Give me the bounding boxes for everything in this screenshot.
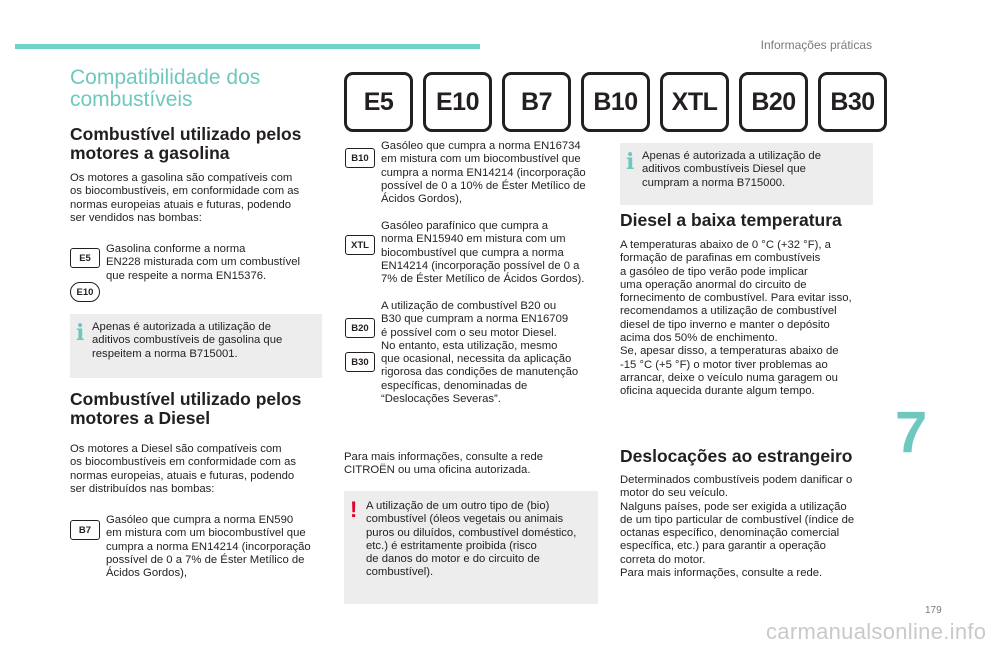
warning-text: A utilização de um outro tipo de (bio) combustível (óleos vegetais ou animais puros ou diluídos, combustível doméstico, etc.) é estritamente proibida (risco de danos do motor e do circuito de combustível). <box>366 500 577 579</box>
fuel-badge-b20: B20 <box>739 72 808 132</box>
info-icon: i <box>76 320 85 346</box>
badge-b20-small: B20 <box>345 318 375 338</box>
gasoline-badge-text: Gasolina conforme a norma EN228 misturada com um combustível que respeite a norma EN15376. <box>106 243 301 282</box>
diesel-intro: Os motores a Diesel são compatíveis com os biocombustíveis em conformidade com as normas europeias, atuais e futuras, podendo ser distribuídos nas bombas: <box>70 443 297 495</box>
warning-icon: ! <box>350 497 358 522</box>
info-icon: i <box>626 149 635 175</box>
warning-box <box>344 491 598 604</box>
fuel-badge-e10: E10 <box>423 72 492 132</box>
gasoline-info-text: Apenas é autorizada a utilização de aditivos combustíveis de gasolina que respeitem a norma B715001. <box>92 321 283 360</box>
fuel-badge-b7: B7 <box>502 72 571 132</box>
abroad-heading: Deslocações ao estrangeiro <box>620 446 853 466</box>
more-info-text: Para mais informações, consulte a rede CITROËN ou uma oficina autorizada. <box>344 451 544 477</box>
diesel-heading: Combustível utilizado pelos motores a Diesel <box>70 389 302 428</box>
badge-b30-small: B30 <box>345 352 375 372</box>
badge-xtl-small: XTL <box>345 235 375 255</box>
b7-text: Gasóleo que cumpra a norma EN590 em mistura com um biocombustível que cumpra a norma EN14214 (incorporação possível de 0 a 7% de Éster Metílico de Ácidos Gordos), <box>106 514 311 580</box>
low-temp-text: A temperaturas abaixo de 0 °C (+32 °F), a formação de parafinas em combustíveis a gasóleo de tipo verão pode implicar uma operação anormal do circuito de fornecimento de combustível. Para evitar isso, recomendamos a utilização de combustível diesel de tipo inverno e manter o depósito acima dos 50% de enchimento. Se, apesar disso, a temperaturas abaixo de -15 °C (+5 °F) o motor tiver problemas ao arrancar, deixe o veículo numa garagem ou oficina aquecida durante algum tempo. <box>620 239 852 398</box>
diesel-additive-info-box <box>620 143 873 205</box>
b10-text: Gasóleo que cumpra a norma EN16734 em mistura com um biocombustível que cumpra a norma EN14214 (incorporação possível de 0 a 10% de Éster Metílico de Ácidos Gordos), <box>381 140 586 206</box>
gasoline-heading: Combustível utilizado pelos motores a gasolina <box>70 124 302 163</box>
badge-e10-small: E10 <box>70 282 100 302</box>
fuel-badge-xtl: XTL <box>660 72 729 132</box>
chapter-number: 7 <box>895 400 928 465</box>
fuel-badge-e5: E5 <box>344 72 413 132</box>
badge-b7-small: B7 <box>70 520 100 540</box>
page-title: Compatibilidade dos combustíveis <box>70 66 261 111</box>
xtl-text: Gasóleo parafínico que cumpra a norma EN15940 em mistura com um biocombustível que cumpra a norma EN14214 (incorporação possível de 0 a 7% de Éster Metílico de Ácidos Gordos). <box>381 220 585 286</box>
badge-e5-small: E5 <box>70 248 100 268</box>
top-accent-bar <box>15 44 480 49</box>
section-label: Informações práticas <box>760 38 872 52</box>
diesel-additive-info-text: Apenas é autorizada a utilização de aditivos combustíveis Diesel que cumpram a norma B715000. <box>642 150 821 189</box>
watermark: carmanualsonline.info <box>766 619 986 644</box>
low-temp-heading: Diesel a baixa temperatura <box>620 210 842 230</box>
fuel-badge-b30: B30 <box>818 72 887 132</box>
badge-b10-small: B10 <box>345 148 375 168</box>
b20-b30-text: A utilização de combustível B20 ou B30 que cumpram a norma EN16709 é possível com o seu motor Diesel. No entanto, esta utilização, mesmo que ocasional, necessita da aplicação rigorosa das condições de manutenção específicas, denominadas de “Deslocações Severas”. <box>381 300 579 406</box>
fuel-badge-b10: B10 <box>581 72 650 132</box>
gasoline-intro: Os motores a gasolina são compatíveis com os biocombustíveis, em conformidade com as normas europeias atuais e futuras, podendo ser vendidos nas bombas: <box>70 172 300 224</box>
page-number: 179 <box>925 605 942 616</box>
abroad-text: Determinados combustíveis podem danificar o motor do seu veículo. Nalguns países, pode ser exigida a utilização de um tipo particular de combustível (índice de octanas específico, denominação comercial específica, etc.) para garantir a operação correta do motor. Para mais informações, consulte a rede. <box>620 474 855 580</box>
gasoline-info-box <box>70 314 322 378</box>
